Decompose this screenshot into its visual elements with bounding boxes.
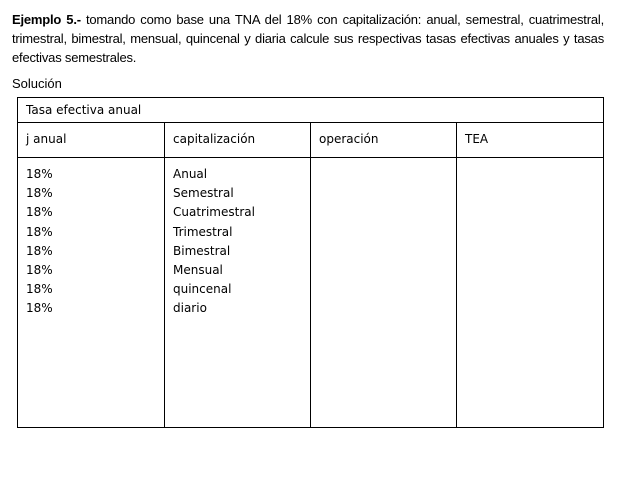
header-operacion: operación (310, 123, 456, 157)
solution-label: Solución (12, 76, 62, 91)
capitalization-cell: Mensual (173, 262, 223, 277)
capitalization-cell: Cuatrimestral (173, 205, 255, 220)
operation-column (310, 158, 456, 427)
header-tea: TEA (456, 123, 603, 157)
table-body-row (18, 158, 603, 427)
header-capitalizacion: capitalización (164, 123, 310, 157)
rate-cell: 18% (26, 262, 53, 277)
rate-cell: 18% (26, 186, 53, 201)
rate-cell: 18% (26, 282, 53, 297)
capitalization-cell: quincenal (173, 282, 232, 297)
capitalization-cell: diario (173, 301, 207, 316)
header-j-anual: j anual (26, 132, 67, 146)
rate-cell: 18% (26, 243, 53, 258)
problem-text: tomando como base una TNA del 18% con capitalización: anual, semestral, cuatrimestral, trimestral, bimestral, mensual, quincenal y diaria calcule sus respectivas tasas efectivas anuales y tasas efectivas semestrales. (12, 12, 604, 65)
rate-cell: 18% (26, 205, 53, 220)
example-label: Ejemplo 5.- (12, 12, 81, 27)
problem-statement (12, 10, 604, 67)
table-title: Tasa efectiva anual (18, 98, 603, 123)
rates-table (17, 97, 604, 428)
rate-cell: 18% (26, 224, 53, 239)
rate-cell: 18% (26, 167, 53, 181)
rate-cell: 18% (26, 301, 53, 316)
tea-column (456, 158, 603, 427)
rate-list (18, 158, 164, 319)
capitalization-cell: Trimestral (173, 224, 233, 239)
capitalization-cell: Anual (173, 167, 208, 181)
rate-column (18, 158, 164, 427)
capitalization-column (164, 158, 310, 427)
capitalization-list (165, 158, 310, 319)
capitalization-cell: Semestral (173, 186, 234, 201)
table-header-row (18, 123, 603, 158)
capitalization-cell: Bimestral (173, 243, 231, 258)
